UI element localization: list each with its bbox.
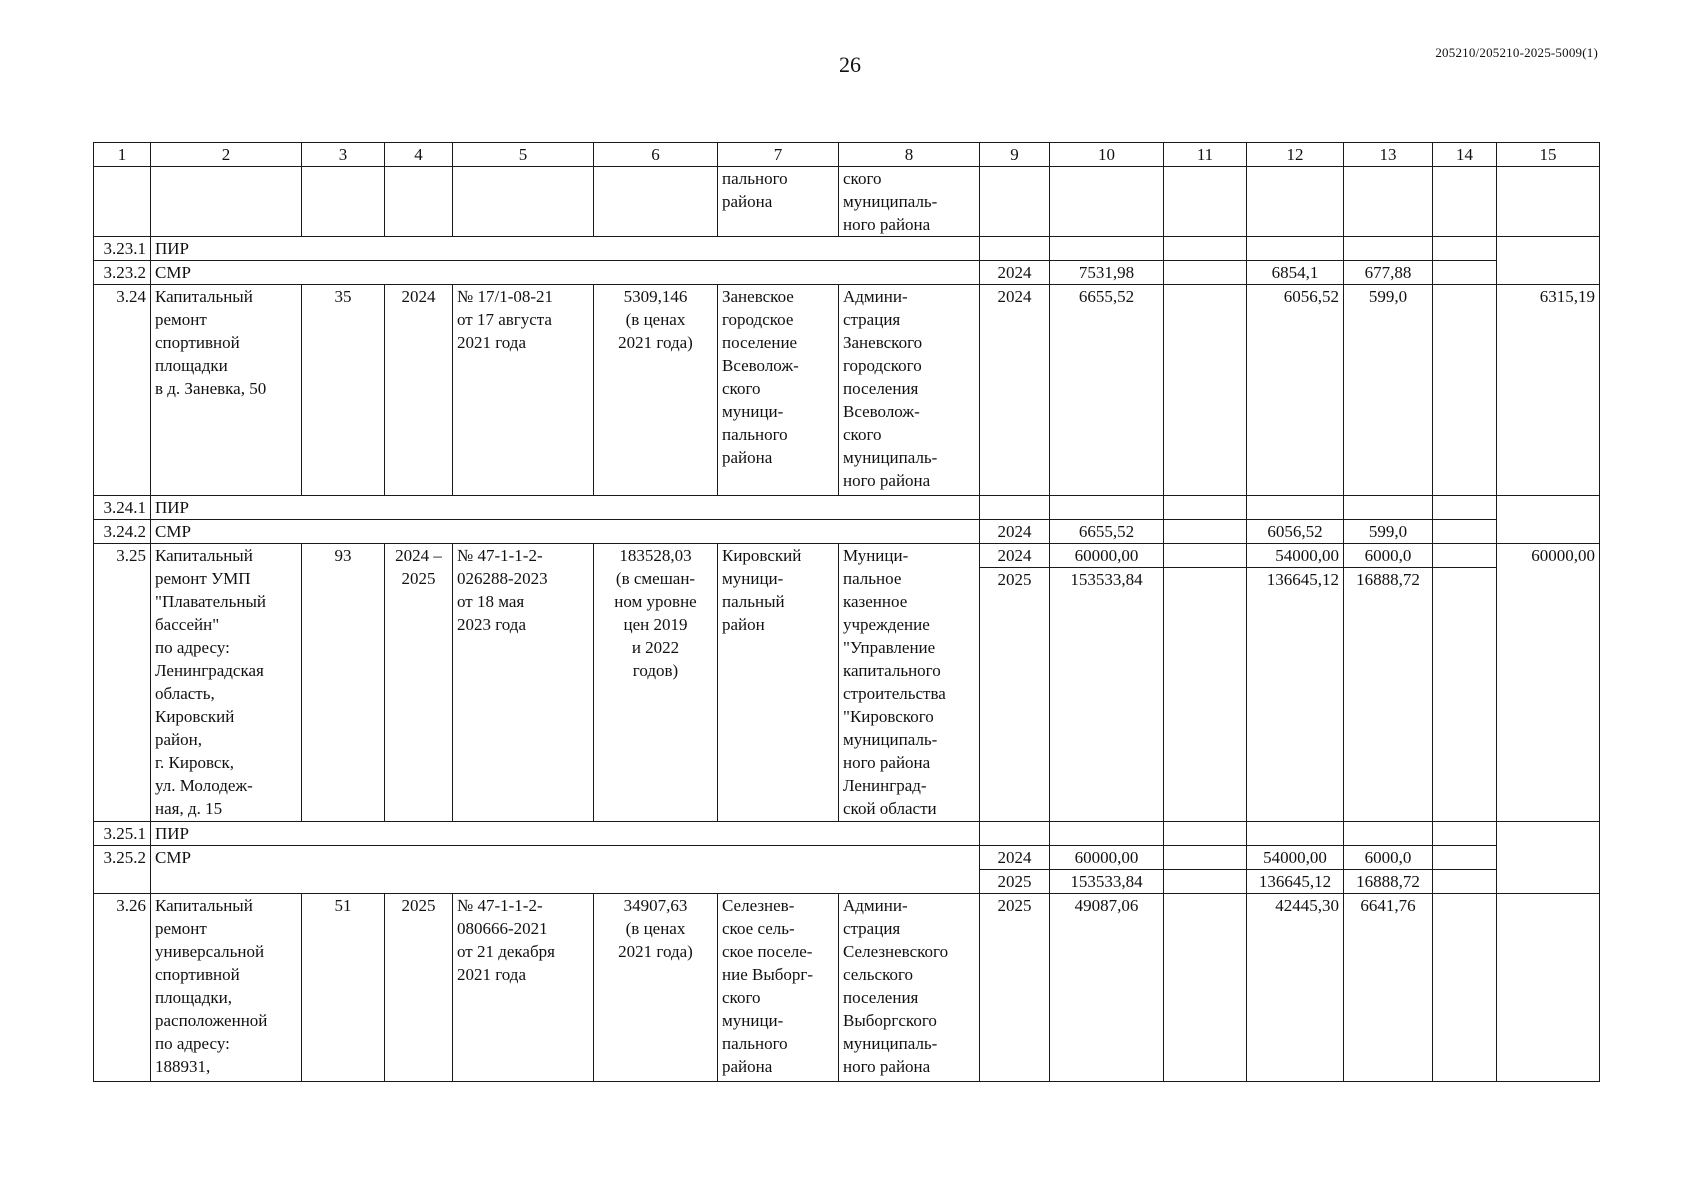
- customer-cell: ского муниципаль- ного района: [839, 167, 980, 237]
- value-cell: 6641,76: [1344, 894, 1433, 1082]
- expertise-cell: № 47-1-1-2- 026288-2023 от 18 мая 2023 года: [453, 544, 594, 822]
- year-cell: 2024: [980, 846, 1050, 870]
- total-cell: 7531,98: [1050, 261, 1164, 285]
- row-code: 3.25.1: [94, 822, 151, 846]
- table-row: [94, 261, 1600, 285]
- value-cell: 93: [302, 544, 385, 822]
- row-code: 3.24.2: [94, 520, 151, 544]
- expertise-cell: № 47-1-1-2- 080666-2021 от 21 декабря 2021 года: [453, 894, 594, 1082]
- column-header: 4: [385, 143, 453, 167]
- column-number-row: [94, 143, 1600, 167]
- year-cell: 2024: [980, 544, 1050, 568]
- object-name: Капитальный ремонт УМП "Плавательный бассейн" по адресу: Ленинградская область, Кировский район, г. Кировск, ул. Молодеж- ная, д. 15: [151, 544, 302, 822]
- column-header: 1: [94, 143, 151, 167]
- value-cell: 6056,52: [1247, 520, 1344, 544]
- year-cell: 2024: [980, 285, 1050, 496]
- page-number: 26: [839, 52, 861, 77]
- row-code: 3.26: [94, 894, 151, 1082]
- object-name: Капитальный ремонт спортивной площадки в д. Заневка, 50: [151, 285, 302, 496]
- table-row: [94, 544, 1600, 568]
- column-header: 8: [839, 143, 980, 167]
- value-cell: 677,88: [1344, 261, 1433, 285]
- value-cell: 599,0: [1344, 285, 1433, 496]
- value-cell: 54000,00: [1247, 846, 1344, 870]
- value-cell: 51: [302, 894, 385, 1082]
- value-cell: 54000,00: [1247, 544, 1344, 568]
- total-cell: 60000,00: [1050, 544, 1164, 568]
- value-cell: 136645,12: [1247, 870, 1344, 894]
- year-cell: 2025: [980, 894, 1050, 1082]
- value-cell: 16888,72: [1344, 870, 1433, 894]
- row-code: 3.23.1: [94, 237, 151, 261]
- year-cell: 2025: [385, 894, 453, 1082]
- value-cell: 6000,0: [1344, 544, 1433, 568]
- table-row: [94, 894, 1600, 1082]
- row-code: 3.24: [94, 285, 151, 496]
- object-name: Капитальный ремонт универсальной спортивной площадки, расположенной по адресу: 188931,: [151, 894, 302, 1082]
- column-header: 6: [594, 143, 718, 167]
- expertise-cell: № 17/1-08-21 от 17 августа 2021 года: [453, 285, 594, 496]
- year-cell: 2025: [980, 870, 1050, 894]
- row-label: СМР: [151, 520, 980, 544]
- table-row: [94, 846, 1600, 870]
- column-header: 10: [1050, 143, 1164, 167]
- row-code: 3.25: [94, 544, 151, 822]
- customer-cell: Муници- пальное казенное учреждение "Управление капитального строительства "Кировского муниципаль- ного района Ленинград- ской области: [839, 544, 980, 822]
- row-code: 3.24.1: [94, 496, 151, 520]
- municipality-cell: Селезнев- ское сель- ское поселе- ние Выборг- ского муници- пального района: [718, 894, 839, 1082]
- column-header: 7: [718, 143, 839, 167]
- total-cell: 153533,84: [1050, 870, 1164, 894]
- value-cell: 599,0: [1344, 520, 1433, 544]
- column-header: 12: [1247, 143, 1344, 167]
- column-header: 11: [1164, 143, 1247, 167]
- row-label: ПИР: [151, 822, 980, 846]
- document-id: 205210/205210-2025-5009(1): [1435, 45, 1598, 60]
- column-header: 14: [1433, 143, 1497, 167]
- year-cell: 2024: [980, 520, 1050, 544]
- row-label: ПИР: [151, 237, 980, 261]
- table-row: [94, 237, 1600, 261]
- value-cell: 60000,00: [1497, 544, 1600, 822]
- value-cell: 6854,1: [1247, 261, 1344, 285]
- total-cell: 153533,84: [1050, 568, 1164, 822]
- total-cell: 6655,52: [1050, 285, 1164, 496]
- column-header: 3: [302, 143, 385, 167]
- column-header: 2: [151, 143, 302, 167]
- row-label: СМР: [151, 846, 980, 894]
- municipality-cell: Заневское городское поселение Всеволож- ского муници- пального района: [718, 285, 839, 496]
- value-cell: 16888,72: [1344, 568, 1433, 822]
- value-cell: 42445,30: [1247, 894, 1344, 1082]
- table-row: [94, 285, 1600, 496]
- year-cell: 2024: [980, 261, 1050, 285]
- municipality-cell: пального района: [718, 167, 839, 237]
- column-header: 5: [453, 143, 594, 167]
- year-cell: 2024: [385, 285, 453, 496]
- year-cell: 2025: [980, 568, 1050, 822]
- table-row: [94, 822, 1600, 846]
- cost-cell: 34907,63 (в ценах 2021 года): [594, 894, 718, 1082]
- row-code: 3.23.2: [94, 261, 151, 285]
- total-cell: 6655,52: [1050, 520, 1164, 544]
- table-row: [94, 496, 1600, 520]
- customer-cell: Админи- страция Заневского городского поселения Всеволож- ского муниципаль- ного района: [839, 285, 980, 496]
- value-cell: 35: [302, 285, 385, 496]
- total-cell: 49087,06: [1050, 894, 1164, 1082]
- data-table: [93, 142, 1600, 1082]
- column-header: 15: [1497, 143, 1600, 167]
- value-cell: 6315,19: [1497, 285, 1600, 496]
- continuation-row: [94, 167, 1600, 237]
- customer-cell: Админи- страция Селезневского сельского поселения Выборгского муниципаль- ного района: [839, 894, 980, 1082]
- value-cell: 6000,0: [1344, 846, 1433, 870]
- municipality-cell: Кировский муници- пальный район: [718, 544, 839, 822]
- value-cell: 6056,52: [1247, 285, 1344, 496]
- table-row: [94, 520, 1600, 544]
- total-cell: 60000,00: [1050, 846, 1164, 870]
- row-code: 3.25.2: [94, 846, 151, 894]
- column-header: 13: [1344, 143, 1433, 167]
- column-header: 9: [980, 143, 1050, 167]
- value-cell: 136645,12: [1247, 568, 1344, 822]
- cost-cell: 183528,03 (в смешан- ном уровне цен 2019 и 2022 годов): [594, 544, 718, 822]
- cost-cell: 5309,146 (в ценах 2021 года): [594, 285, 718, 496]
- row-label: СМР: [151, 261, 980, 285]
- year-cell: 2024 – 2025: [385, 544, 453, 822]
- row-label: ПИР: [151, 496, 980, 520]
